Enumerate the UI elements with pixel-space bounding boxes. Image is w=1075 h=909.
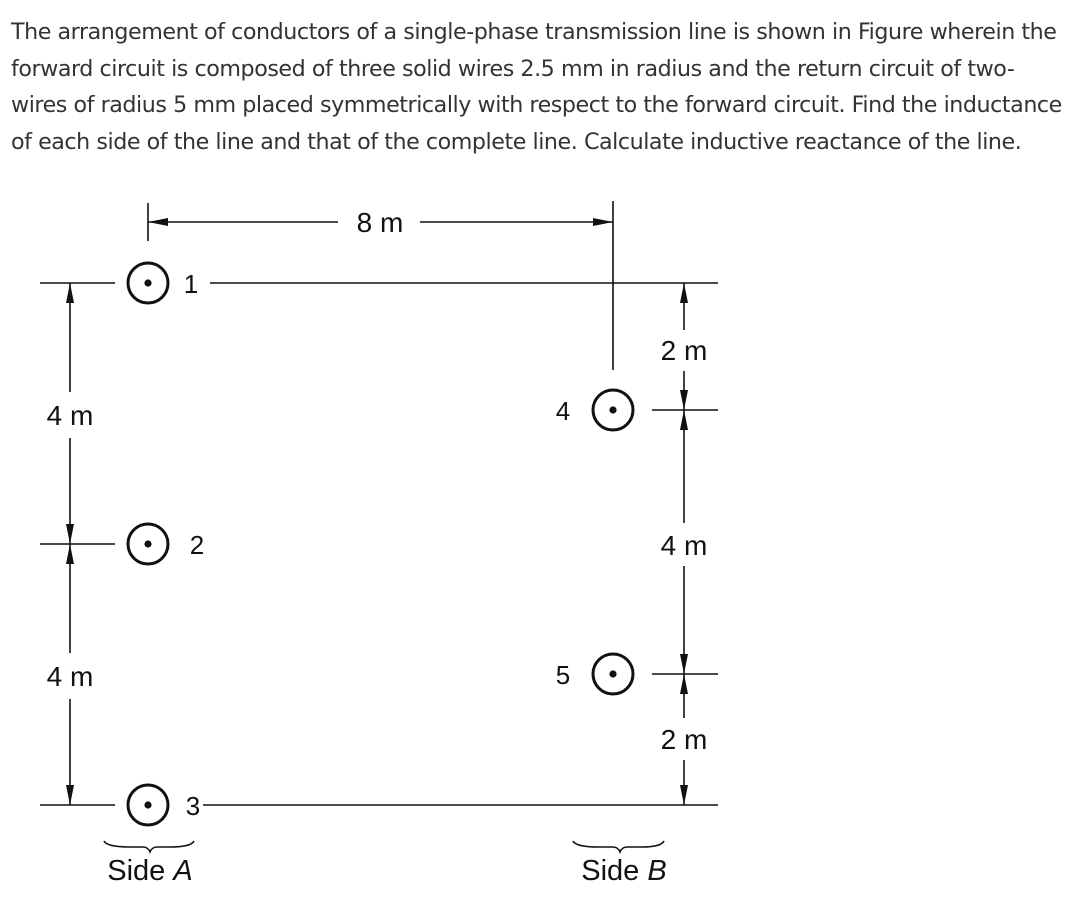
side-b-brace [573,841,664,852]
dimension-label-right-middle: 4 m [660,530,708,561]
problem-statement: The arrangement of conductors of a single-phase transmission line is shown in Figure wherein the forward circuit is composed of three solid wires 2.5 mm in radius and the return circuit of two-wires of radius 5 mm placed symmetrically with respect to the forward circuit. Find the inductance of each side of the line and that of the complete line. Calculate inductive reactance of the line. [11,19,1062,155]
conductor-label-2: 2 [189,530,205,560]
dimension-label-top: 8 m [356,207,404,238]
conductor-5 [593,654,633,694]
conductor-label-3: 3 [185,791,201,821]
side-a-label: Side A [107,855,193,887]
conductor-4 [593,390,633,430]
dimension-label-left-upper: 4 m [46,400,94,431]
dimension-label-right-top: 2 m [660,335,708,366]
conductor-2 [128,524,168,564]
dimension-label-right-bottom: 2 m [660,724,708,755]
dimension-label-left-lower: 4 m [46,661,94,692]
conductor-3 [128,785,168,825]
conductor-label-4: 4 [555,396,571,426]
conductor-label-1: 1 [183,269,199,299]
side-a-brace [104,841,194,852]
conductor-1 [128,263,168,303]
conductor-label-5: 5 [555,660,571,690]
side-b-label: Side B [581,855,667,887]
